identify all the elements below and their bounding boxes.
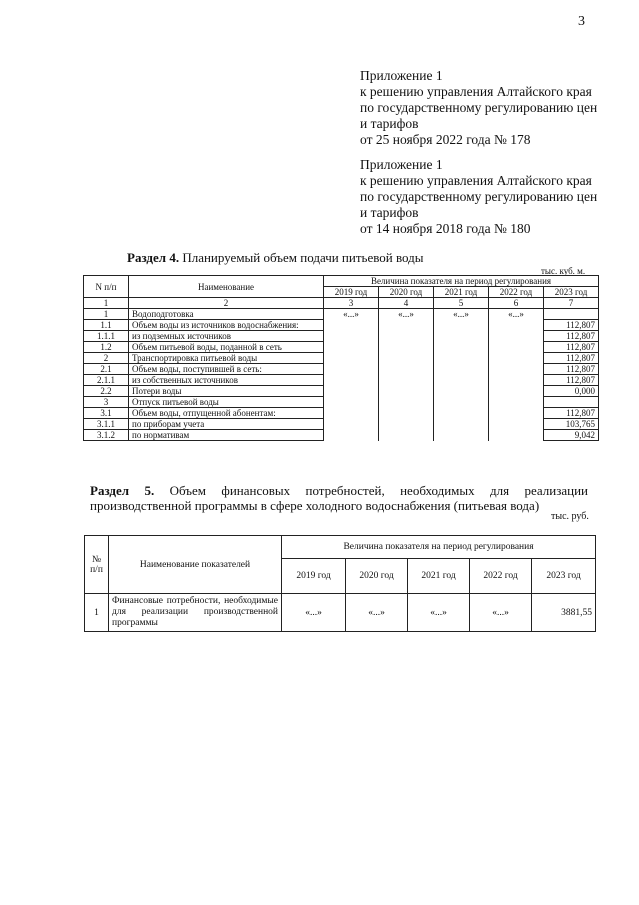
appendix-line: и тарифов [360,205,419,220]
row-name: Объем воды, поступившей в сеть: [129,364,324,375]
col-number: 1 [84,298,129,309]
row-value [434,430,489,441]
row-value [324,320,379,331]
appendix-line: от 25 ноября 2022 года № 178 [360,132,531,147]
row-value [324,342,379,353]
row-value: «...» [489,309,544,320]
row-value [324,386,379,397]
row-value [324,430,379,441]
section4-label: Раздел 4. [127,250,180,265]
row-value [489,430,544,441]
section4-table [83,275,599,441]
table-row [85,594,596,632]
section5-table [84,535,596,632]
table-row [84,331,599,342]
row-value [379,342,434,353]
row-value [324,419,379,430]
header-year: 2019 год [282,559,346,594]
row-name: Объем питьевой воды, поданной в сеть [129,342,324,353]
row-value [434,408,489,419]
row-value [489,386,544,397]
appendix-line: и тарифов [360,116,419,131]
appendix-line: по государственному регулированию цен [360,189,598,204]
row-num: 1.1 [84,320,129,331]
header-year: 2022 год [470,559,532,594]
row-name: Объем воды, отпущенной абонентам: [129,408,324,419]
row-value [434,386,489,397]
row-num: 2 [84,353,129,364]
row-value: «...» [324,309,379,320]
header-name: Наименование показателей [109,536,282,594]
row-value: 112,807 [544,320,599,331]
row-value: «...» [379,309,434,320]
row-value [489,353,544,364]
appendix-line: к решению управления Алтайского края [360,173,592,188]
row-name: Транспортировка питьевой воды [129,353,324,364]
row-value: «...» [470,594,532,632]
row-num: 1.1.1 [84,331,129,342]
appendix-line: по государственному регулированию цен [360,100,598,115]
appendix-current-block [360,68,597,148]
row-value [544,397,599,408]
row-value [489,419,544,430]
row-value: «...» [434,309,489,320]
appendix-line: Приложение 1 [360,157,443,172]
row-name: из собственных источников [129,375,324,386]
row-value [379,375,434,386]
row-value [324,408,379,419]
row-value: 103,765 [544,419,599,430]
row-num: 3.1 [84,408,129,419]
header-year: 2020 год [379,287,434,298]
row-value [434,353,489,364]
section4-heading [127,250,424,266]
row-num: 3 [84,397,129,408]
row-value: «...» [346,594,408,632]
row-value [544,309,599,320]
appendix-line: Приложение 1 [360,68,443,83]
header-year: 2021 год [408,559,470,594]
row-value [379,331,434,342]
row-value [379,320,434,331]
row-value [324,375,379,386]
row-value [324,353,379,364]
header-year: 2023 год [544,287,599,298]
row-value [434,419,489,430]
row-value: 112,807 [544,408,599,419]
row-value [489,397,544,408]
col-number: 4 [379,298,434,309]
row-num: 1 [84,309,129,320]
row-num: 2.1 [84,364,129,375]
table-row [84,375,599,386]
row-value: 9,042 [544,430,599,441]
col-number: 7 [544,298,599,309]
row-value [379,397,434,408]
table-row [84,430,599,441]
row-value [434,364,489,375]
row-value [379,419,434,430]
section5-heading [90,483,588,513]
row-value [489,408,544,419]
row-value: «...» [408,594,470,632]
row-num: 3.1.1 [84,419,129,430]
section5-label: Раздел 5. [90,483,155,498]
header-group: Величина показателя на период регулирования [324,276,599,287]
table-row [84,309,599,320]
row-name: из подземных источников [129,331,324,342]
row-name: по нормативам [129,430,324,441]
section4-unit: тыс. куб. м. [541,266,586,276]
table-row [84,397,599,408]
row-num: 3.1.2 [84,430,129,441]
table-row [84,408,599,419]
row-name: Объем воды из источников водоснабжения: [129,320,324,331]
row-value [379,386,434,397]
row-value [489,331,544,342]
row-value [324,364,379,375]
row-value: 112,807 [544,342,599,353]
row-num: 1 [85,594,109,632]
row-value [379,430,434,441]
table-row [84,342,599,353]
row-value [434,375,489,386]
header-year: 2019 год [324,287,379,298]
col-number: 3 [324,298,379,309]
row-value: 0,000 [544,386,599,397]
table-row [84,320,599,331]
row-value [324,397,379,408]
page-number: 3 [578,14,585,29]
table-row [84,364,599,375]
row-value [489,320,544,331]
section5-unit: тыс. руб. [551,511,589,522]
header-num: N п/п [84,276,129,298]
header-year: 2023 год [532,559,596,594]
row-value: 112,807 [544,331,599,342]
row-name: Водоподготовка [129,309,324,320]
row-num: 1.2 [84,342,129,353]
section4-table-body [84,309,599,441]
row-value [379,408,434,419]
col-number: 2 [129,298,324,309]
table-row [84,419,599,430]
col-number: 6 [489,298,544,309]
row-name: Потери воды [129,386,324,397]
row-value [379,364,434,375]
col-number: 5 [434,298,489,309]
row-value: 112,807 [544,375,599,386]
table-row [84,353,599,364]
row-value [489,364,544,375]
row-value: 112,807 [544,353,599,364]
row-value: 3881,55 [532,594,596,632]
header-group: Величина показателя на период регулирования [282,536,596,559]
header-year: 2022 год [489,287,544,298]
appendix-line: к решению управления Алтайского края [360,84,592,99]
section5-title: Объем финансовых потребностей, необходимых для реализации производственной программы в сфере холодного водоснабжения (питьевая вода) [90,483,588,513]
row-num: 2.2 [84,386,129,397]
row-value [434,320,489,331]
row-value [489,375,544,386]
row-value [434,342,489,353]
row-value [379,353,434,364]
header-num: № п/п [85,536,109,594]
table-row [84,386,599,397]
row-name: Финансовые потребности, необходимые для реализации производственной программы [109,594,282,632]
header-year: 2021 год [434,287,489,298]
row-value [434,331,489,342]
appendix-original-block [360,157,597,237]
section4-title: Планируемый объем подачи питьевой воды [182,250,424,265]
row-value: 112,807 [544,364,599,375]
row-value: «...» [282,594,346,632]
row-num: 2.1.1 [84,375,129,386]
row-value [324,331,379,342]
appendix-line: от 14 ноября 2018 года № 180 [360,221,531,236]
row-name: по приборам учета [129,419,324,430]
header-name: Наименование [129,276,324,298]
row-value [489,342,544,353]
row-value [434,397,489,408]
header-year: 2020 год [346,559,408,594]
row-name: Отпуск питьевой воды [129,397,324,408]
